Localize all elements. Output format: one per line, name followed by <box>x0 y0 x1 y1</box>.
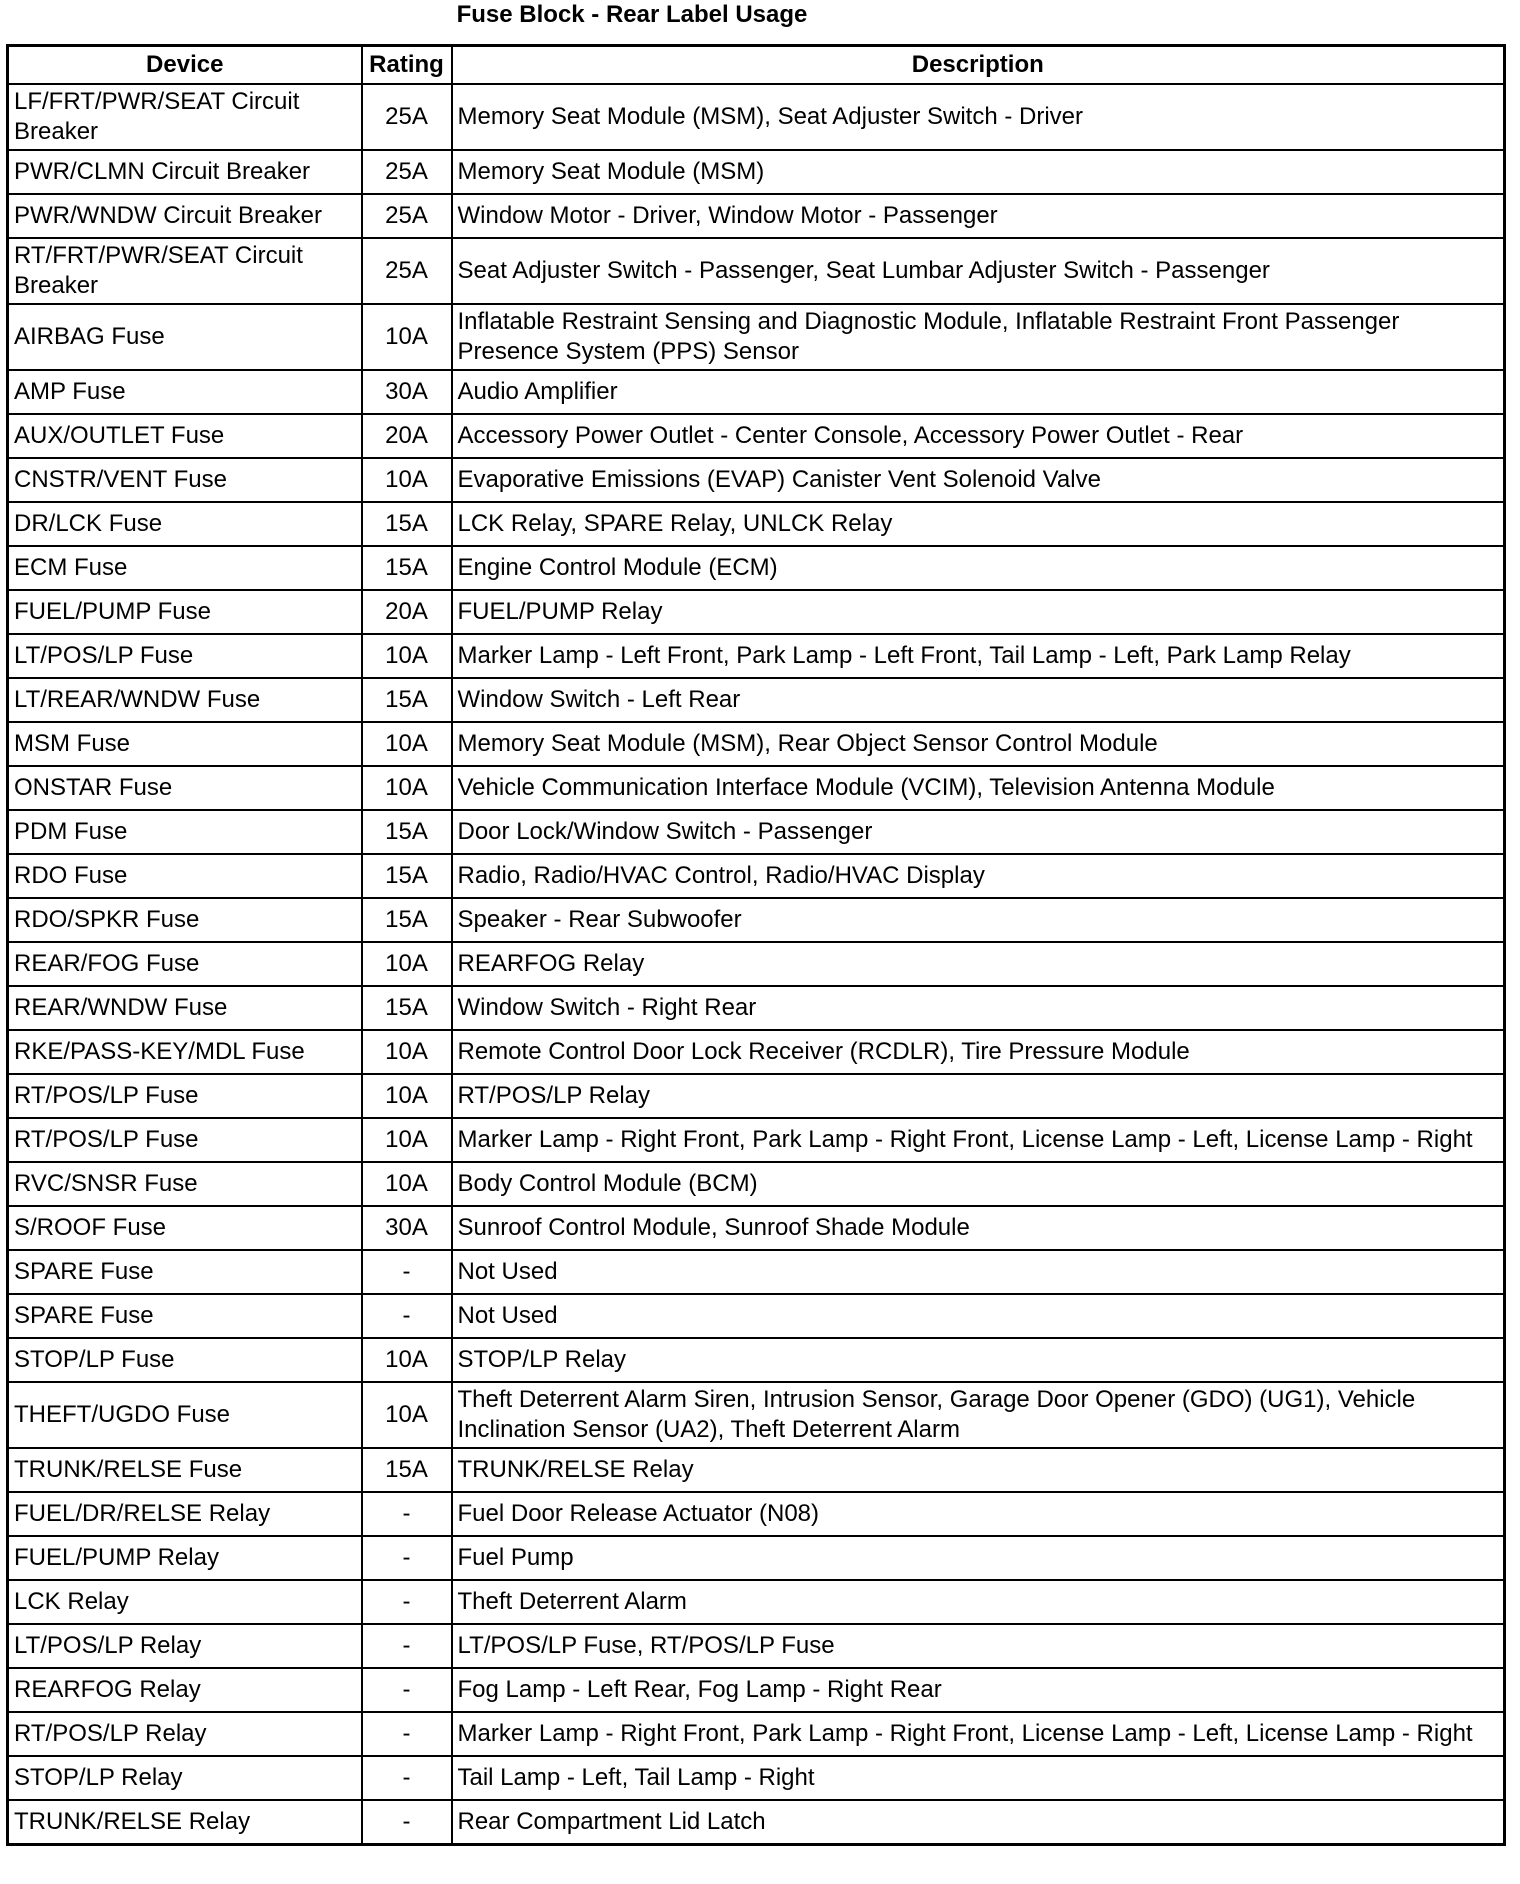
device-cell: CNSTR/VENT Fuse <box>8 458 362 502</box>
table-row <box>8 634 1505 678</box>
table-row <box>8 1294 1505 1338</box>
rating-cell: 10A <box>362 1030 452 1074</box>
description-cell: Body Control Module (BCM) <box>452 1162 1505 1206</box>
description-cell: FUEL/PUMP Relay <box>452 590 1505 634</box>
description-cell: Window Motor - Driver, Window Motor - Passenger <box>452 194 1505 238</box>
description-cell: Theft Deterrent Alarm <box>452 1580 1505 1624</box>
device-cell: AIRBAG Fuse <box>8 304 362 370</box>
table-row <box>8 942 1505 986</box>
table-row <box>8 304 1505 370</box>
fuse-table <box>6 44 1506 1846</box>
description-cell: LT/POS/LP Fuse, RT/POS/LP Fuse <box>452 1624 1505 1668</box>
page-title: Fuse Block - Rear Label Usage <box>456 1 808 28</box>
table-row <box>8 1756 1505 1800</box>
description-cell: Memory Seat Module (MSM) <box>452 150 1505 194</box>
description-cell: Evaporative Emissions (EVAP) Canister Vent Solenoid Valve <box>452 458 1505 502</box>
device-cell: RDO Fuse <box>8 854 362 898</box>
description-cell: Window Switch - Left Rear <box>452 678 1505 722</box>
rating-cell: 25A <box>362 150 452 194</box>
device-cell: AUX/OUTLET Fuse <box>8 414 362 458</box>
rating-cell: - <box>362 1712 452 1756</box>
rating-cell: - <box>362 1536 452 1580</box>
device-cell: LT/POS/LP Fuse <box>8 634 362 678</box>
description-cell: LCK Relay, SPARE Relay, UNLCK Relay <box>452 502 1505 546</box>
table-row <box>8 1536 1505 1580</box>
rating-cell: 25A <box>362 194 452 238</box>
device-cell: DR/LCK Fuse <box>8 502 362 546</box>
description-cell: Theft Deterrent Alarm Siren, Intrusion Sensor, Garage Door Opener (GDO) (UG1), Vehicle Inclination Sensor (UA2), Theft Deterrent Alarm <box>452 1382 1505 1448</box>
description-cell: Marker Lamp - Right Front, Park Lamp - Right Front, License Lamp - Left, License Lamp - Right <box>452 1118 1505 1162</box>
column-header-description: Description <box>452 46 1505 85</box>
description-cell: Rear Compartment Lid Latch <box>452 1800 1505 1845</box>
rating-cell: 15A <box>362 546 452 590</box>
table-row <box>8 678 1505 722</box>
description-cell: Audio Amplifier <box>452 370 1505 414</box>
table-row <box>8 458 1505 502</box>
description-cell: Memory Seat Module (MSM), Rear Object Sensor Control Module <box>452 722 1505 766</box>
device-cell: SPARE Fuse <box>8 1294 362 1338</box>
device-cell: LT/POS/LP Relay <box>8 1624 362 1668</box>
table-row <box>8 370 1505 414</box>
column-header-device: Device <box>8 46 362 85</box>
rating-cell: 15A <box>362 898 452 942</box>
table-row <box>8 766 1505 810</box>
rating-cell: 10A <box>362 1338 452 1382</box>
device-cell: ECM Fuse <box>8 546 362 590</box>
rating-cell: 10A <box>362 304 452 370</box>
description-cell: Not Used <box>452 1294 1505 1338</box>
table-row <box>8 1668 1505 1712</box>
rating-cell: 10A <box>362 766 452 810</box>
device-cell: RKE/PASS-KEY/MDL Fuse <box>8 1030 362 1074</box>
rating-cell: - <box>362 1294 452 1338</box>
table-row <box>8 1712 1505 1756</box>
description-cell: TRUNK/RELSE Relay <box>452 1448 1505 1492</box>
description-cell: STOP/LP Relay <box>452 1338 1505 1382</box>
device-cell: AMP Fuse <box>8 370 362 414</box>
rating-cell: - <box>362 1756 452 1800</box>
rating-cell: 25A <box>362 84 452 150</box>
rating-cell: 15A <box>362 854 452 898</box>
device-cell: RT/POS/LP Relay <box>8 1712 362 1756</box>
device-cell: RT/POS/LP Fuse <box>8 1118 362 1162</box>
device-cell: PWR/CLMN Circuit Breaker <box>8 150 362 194</box>
device-cell: RT/FRT/PWR/SEAT Circuit Breaker <box>8 238 362 304</box>
device-cell: REAR/FOG Fuse <box>8 942 362 986</box>
device-cell: PWR/WNDW Circuit Breaker <box>8 194 362 238</box>
table-row <box>8 590 1505 634</box>
device-cell: STOP/LP Fuse <box>8 1338 362 1382</box>
device-cell: LF/FRT/PWR/SEAT Circuit Breaker <box>8 84 362 150</box>
device-cell: STOP/LP Relay <box>8 1756 362 1800</box>
device-cell: FUEL/PUMP Relay <box>8 1536 362 1580</box>
table-row <box>8 1492 1505 1536</box>
table-row <box>8 722 1505 766</box>
rating-cell: 10A <box>362 942 452 986</box>
description-cell: Sunroof Control Module, Sunroof Shade Module <box>452 1206 1505 1250</box>
description-cell: Tail Lamp - Left, Tail Lamp - Right <box>452 1756 1505 1800</box>
device-cell: LCK Relay <box>8 1580 362 1624</box>
device-cell: REAR/WNDW Fuse <box>8 986 362 1030</box>
device-cell: FUEL/DR/RELSE Relay <box>8 1492 362 1536</box>
rating-cell: 10A <box>362 1074 452 1118</box>
table-row <box>8 810 1505 854</box>
table-row <box>8 546 1505 590</box>
table-row <box>8 238 1505 304</box>
table-body <box>8 84 1505 1845</box>
description-cell: Fog Lamp - Left Rear, Fog Lamp - Right Rear <box>452 1668 1505 1712</box>
description-cell: Window Switch - Right Rear <box>452 986 1505 1030</box>
rating-cell: - <box>362 1580 452 1624</box>
table-row <box>8 1206 1505 1250</box>
table-row <box>8 1448 1505 1492</box>
device-cell: MSM Fuse <box>8 722 362 766</box>
rating-cell: 10A <box>362 458 452 502</box>
rating-cell: 10A <box>362 1118 452 1162</box>
table-row <box>8 1030 1505 1074</box>
table-row <box>8 898 1505 942</box>
rating-cell: 10A <box>362 1382 452 1448</box>
table-row <box>8 854 1505 898</box>
table-row <box>8 1624 1505 1668</box>
rating-cell: 30A <box>362 370 452 414</box>
rating-cell: 10A <box>362 1162 452 1206</box>
table-row <box>8 84 1505 150</box>
table-row <box>8 1074 1505 1118</box>
table-row <box>8 1162 1505 1206</box>
table-row <box>8 1250 1505 1294</box>
table-row <box>8 1580 1505 1624</box>
device-cell: TRUNK/RELSE Relay <box>8 1800 362 1845</box>
description-cell: Accessory Power Outlet - Center Console, Accessory Power Outlet - Rear <box>452 414 1505 458</box>
description-cell: Remote Control Door Lock Receiver (RCDLR), Tire Pressure Module <box>452 1030 1505 1074</box>
table-row <box>8 150 1505 194</box>
table-row <box>8 986 1505 1030</box>
rating-cell: 15A <box>362 678 452 722</box>
table-row <box>8 194 1505 238</box>
rating-cell: 20A <box>362 414 452 458</box>
description-cell: Speaker - Rear Subwoofer <box>452 898 1505 942</box>
rating-cell: 15A <box>362 1448 452 1492</box>
description-cell: Not Used <box>452 1250 1505 1294</box>
rating-cell: - <box>362 1492 452 1536</box>
column-header-rating: Rating <box>362 46 452 85</box>
description-cell: REARFOG Relay <box>452 942 1505 986</box>
rating-cell: 20A <box>362 590 452 634</box>
rating-cell: - <box>362 1250 452 1294</box>
description-cell: Inflatable Restraint Sensing and Diagnostic Module, Inflatable Restraint Front Passenger Presence System (PPS) Sensor <box>452 304 1505 370</box>
device-cell: S/ROOF Fuse <box>8 1206 362 1250</box>
description-cell: Marker Lamp - Right Front, Park Lamp - Right Front, License Lamp - Left, License Lamp - Right <box>452 1712 1505 1756</box>
table-row <box>8 1382 1505 1448</box>
description-cell: Door Lock/Window Switch - Passenger <box>452 810 1505 854</box>
device-cell: LT/REAR/WNDW Fuse <box>8 678 362 722</box>
description-cell: Radio, Radio/HVAC Control, Radio/HVAC Display <box>452 854 1505 898</box>
rating-cell: 10A <box>362 634 452 678</box>
rating-cell: - <box>362 1624 452 1668</box>
rating-cell: 15A <box>362 502 452 546</box>
description-cell: Fuel Door Release Actuator (N08) <box>452 1492 1505 1536</box>
rating-cell: - <box>362 1800 452 1845</box>
device-cell: ONSTAR Fuse <box>8 766 362 810</box>
table-row <box>8 1118 1505 1162</box>
rating-cell: 25A <box>362 238 452 304</box>
table-row <box>8 1338 1505 1382</box>
rating-cell: 15A <box>362 810 452 854</box>
device-cell: SPARE Fuse <box>8 1250 362 1294</box>
device-cell: FUEL/PUMP Fuse <box>8 590 362 634</box>
description-cell: Fuel Pump <box>452 1536 1505 1580</box>
table-row <box>8 1800 1505 1845</box>
description-cell: Vehicle Communication Interface Module (VCIM), Television Antenna Module <box>452 766 1505 810</box>
device-cell: THEFT/UGDO Fuse <box>8 1382 362 1448</box>
device-cell: RT/POS/LP Fuse <box>8 1074 362 1118</box>
device-cell: PDM Fuse <box>8 810 362 854</box>
table-row <box>8 414 1505 458</box>
description-cell: Seat Adjuster Switch - Passenger, Seat Lumbar Adjuster Switch - Passenger <box>452 238 1505 304</box>
rating-cell: 10A <box>362 722 452 766</box>
device-cell: RDO/SPKR Fuse <box>8 898 362 942</box>
rating-cell: 15A <box>362 986 452 1030</box>
table-row <box>8 502 1505 546</box>
device-cell: TRUNK/RELSE Fuse <box>8 1448 362 1492</box>
description-cell: Memory Seat Module (MSM), Seat Adjuster Switch - Driver <box>452 84 1505 150</box>
device-cell: RVC/SNSR Fuse <box>8 1162 362 1206</box>
rating-cell: - <box>362 1668 452 1712</box>
device-cell: REARFOG Relay <box>8 1668 362 1712</box>
header-row <box>8 46 1505 85</box>
description-cell: RT/POS/LP Relay <box>452 1074 1505 1118</box>
description-cell: Engine Control Module (ECM) <box>452 546 1505 590</box>
description-cell: Marker Lamp - Left Front, Park Lamp - Left Front, Tail Lamp - Left, Park Lamp Relay <box>452 634 1505 678</box>
rating-cell: 30A <box>362 1206 452 1250</box>
